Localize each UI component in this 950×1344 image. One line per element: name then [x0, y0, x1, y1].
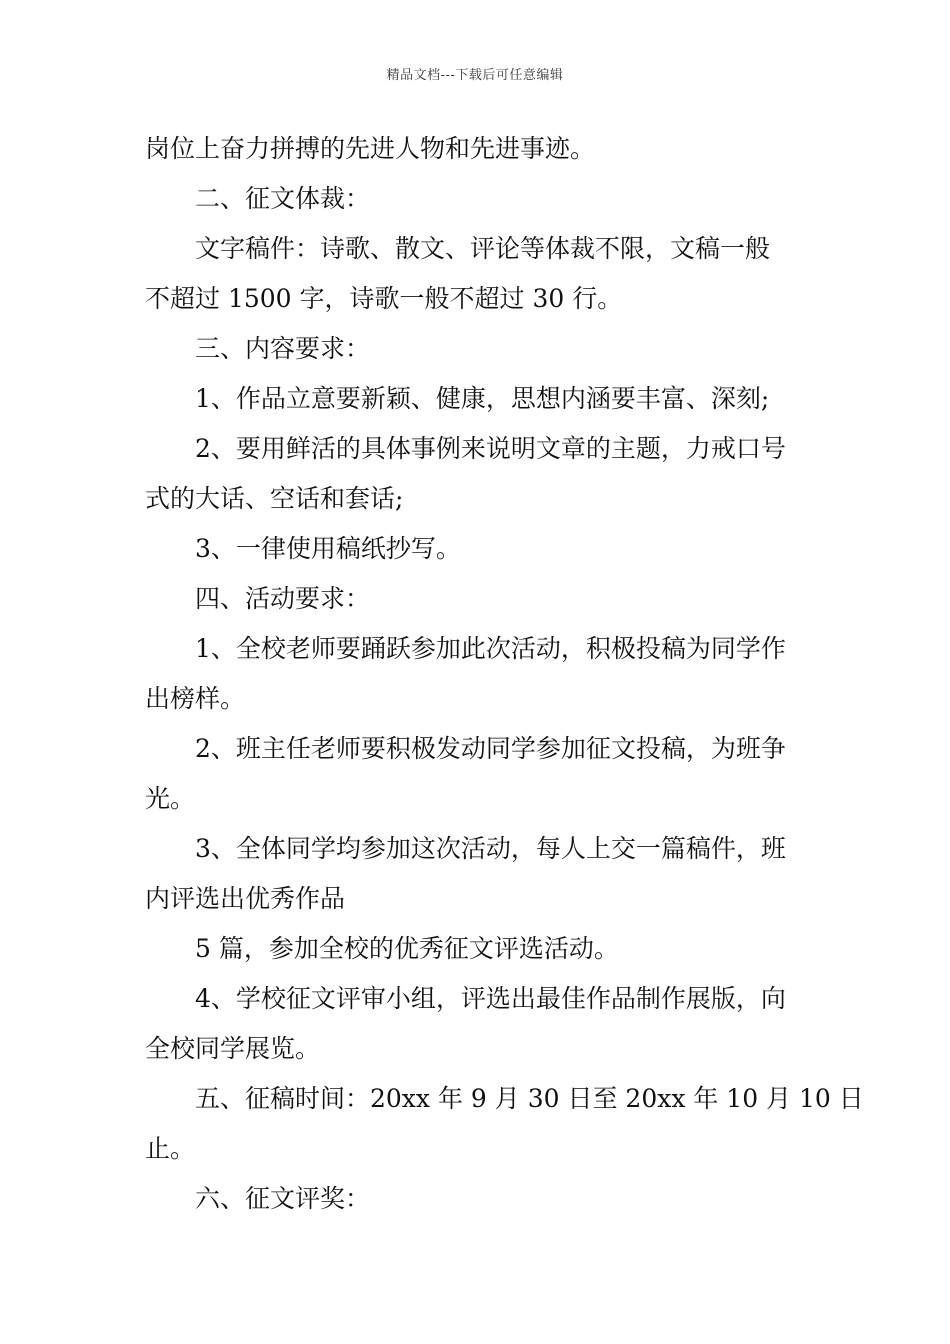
- section-heading-genre: 二、征文体裁：: [195, 184, 371, 213]
- list-item: 2、要用鲜活的具体事例来说明文章的主题，力戒口号: [195, 434, 786, 463]
- document-body: [145, 124, 864, 1224]
- list-item: 1、作品立意要新颖、健康，思想内涵要丰富、深刻;: [195, 384, 770, 413]
- paragraph-line: 不超过 1500 字，诗歌一般不超过 30 行。: [145, 284, 623, 313]
- paragraph-line: 式的大话、空话和套话;: [145, 484, 404, 513]
- list-item: 1、全校老师要踊跃参加此次活动，积极投稿为同学作: [195, 634, 786, 663]
- paragraph-line: 止。: [145, 1134, 196, 1163]
- paragraph-line: 光。: [145, 784, 196, 813]
- paragraph-line: 内评选出优秀作品: [145, 884, 346, 913]
- list-item: 3、一律使用稿纸抄写。: [195, 534, 461, 563]
- section-heading-content: 三、内容要求：: [195, 334, 371, 363]
- section-heading-deadline: 五、征稿时间：20xx 年 9 月 30 日至 20xx 年 10 月 10 日: [195, 1084, 864, 1113]
- page-header: 精品文档---下载后可任意编辑: [386, 68, 564, 83]
- paragraph-line: 全校同学展览。: [145, 1034, 321, 1063]
- section-heading-awards: 六、征文评奖：: [195, 1184, 371, 1213]
- paragraph-line: 5 篇，参加全校的优秀征文评选活动。: [195, 934, 619, 963]
- paragraph-line: 岗位上奋力拼搏的先进人物和先进事迹。: [145, 134, 596, 163]
- list-item: 2、班主任老师要积极发动同学参加征文投稿，为班争: [195, 734, 786, 763]
- list-item: 4、学校征文评审小组，评选出最佳作品制作展版，向: [195, 984, 786, 1013]
- section-heading-activity: 四、活动要求：: [195, 584, 371, 613]
- paragraph-line: 出榜样。: [145, 684, 246, 713]
- paragraph-line: 文字稿件：诗歌、散文、评论等体裁不限，文稿一般: [195, 234, 771, 263]
- list-item: 3、全体同学均参加这次活动，每人上交一篇稿件，班: [195, 834, 786, 863]
